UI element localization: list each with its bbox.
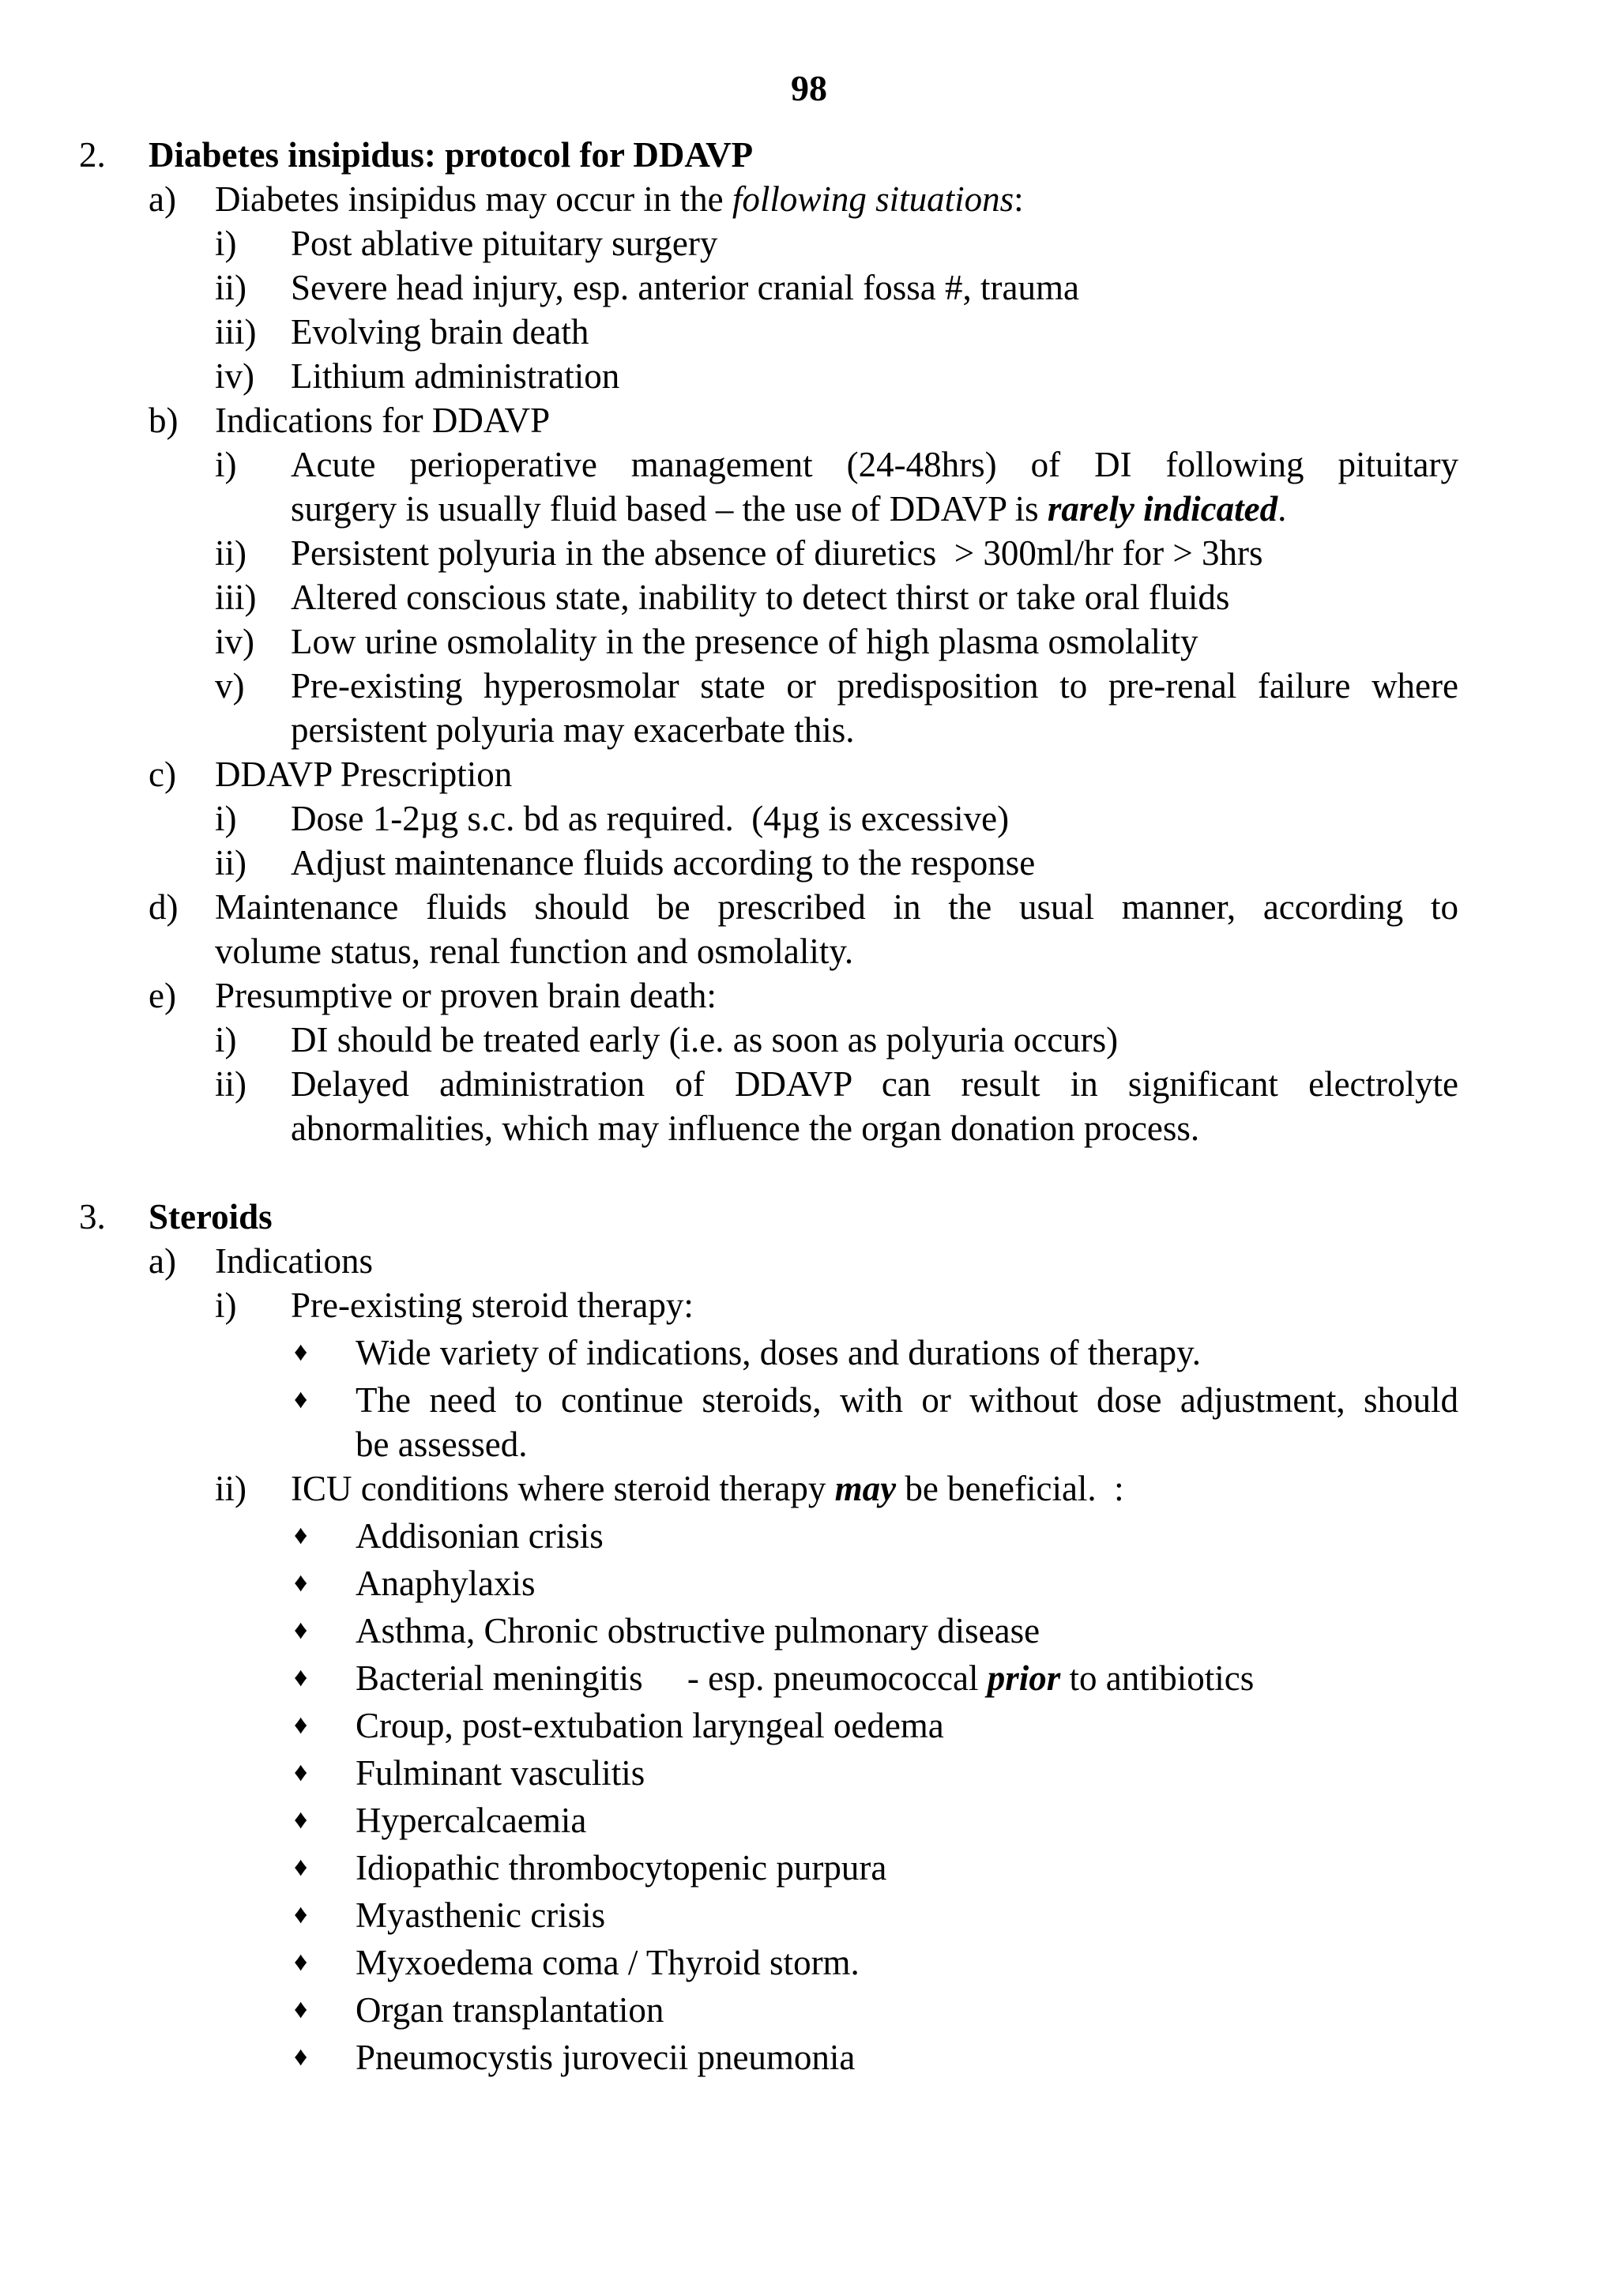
item-label: i) [215,224,237,263]
item-label: iv) [215,356,254,396]
section-number: 2. [79,135,106,175]
item-label: i) [215,445,237,484]
list-item-continuation [0,1106,1618,1150]
item-label: iv) [215,622,254,661]
bullet-item [0,1988,1618,2032]
bullet-item [0,1798,1618,1842]
item-label: a) [149,1241,176,1281]
diamond-bullet-icon: ♦ [294,1338,308,1367]
item-text: Dose 1-2µg s.c. bd as required. (4µg is excessive) [291,799,1010,838]
item-label: v) [215,666,245,706]
bullet-text: Myxoedema coma / Thyroid storm. [356,1943,860,1982]
item-label: e) [149,976,176,1015]
page-number: 98 [791,68,827,108]
section-title: Steroids [149,1197,273,1236]
item-label: b) [149,401,179,440]
list-item [0,221,1618,265]
bullet-text: be assessed. [356,1425,528,1464]
item-text: Acute perioperative management (24-48hrs) of DI following pituitary [291,445,1458,484]
bullet-text: Hypercalcaemia [356,1801,587,1840]
item-2c [0,752,1618,796]
list-item-continuation [0,708,1618,752]
list-item [0,354,1618,398]
bullet-text: Myasthenic crisis [356,1895,606,1935]
item-text: Maintenance fluids should be prescribed in the usual manner, according to [215,887,1458,927]
list-item [0,575,1618,619]
item-label: ii) [215,843,246,883]
bullet-text: Addisonian crisis [356,1516,604,1556]
item-text: Evolving brain death [291,312,589,352]
bullet-text: Fulminant vasculitis [356,1753,645,1793]
item-label: c) [149,755,176,794]
diamond-bullet-icon: ♦ [294,1853,308,1882]
diamond-bullet-icon: ♦ [294,1805,308,1835]
list-item [0,531,1618,575]
section-title: Diabetes insipidus: protocol for DDAVP [149,135,754,175]
diamond-bullet-icon: ♦ [294,1568,308,1598]
diamond-bullet-icon: ♦ [294,1663,308,1692]
list-item [0,796,1618,841]
bullet-item [0,1703,1618,1748]
list-item [0,265,1618,310]
item-2b [0,398,1618,442]
diamond-bullet-icon: ♦ [294,1616,308,1645]
list-item [0,664,1618,708]
section-3-heading [0,1195,1618,1239]
item-text: surgery is usually fluid based – the use of DDAVP is rarely indicated. [291,489,1287,529]
item-2a [0,177,1618,221]
bullet-text: Asthma, Chronic obstructive pulmonary disease [356,1611,1040,1650]
item-text: DDAVP Prescription [215,755,513,794]
list-item [0,1283,1618,1327]
item-text: volume status, renal function and osmolality. [215,932,854,971]
item-text: abnormalities, which may influence the organ donation process. [291,1108,1200,1148]
item-text: persistent polyuria may exacerbate this. [291,710,855,750]
bullet-item [0,2035,1618,2080]
item-label: ii) [215,268,246,307]
item-label: i) [215,1285,237,1325]
item-label: ii) [215,1064,246,1104]
item-text: Pre-existing hyperosmolar state or predisposition to pre-renal failure where [291,666,1458,706]
list-item [0,1018,1618,1062]
bullet-item [0,1331,1618,1375]
diamond-bullet-icon: ♦ [294,1385,308,1414]
item-text: Adjust maintenance fluids according to the response [291,843,1036,883]
diamond-bullet-icon: ♦ [294,1521,308,1550]
diamond-bullet-icon: ♦ [294,1995,308,2024]
bullet-item [0,1378,1618,1422]
item-text: DI should be treated early (i.e. as soon as polyuria occurs) [291,1020,1119,1060]
item-label: i) [215,799,237,838]
item-label: iii) [215,312,257,352]
item-text: Persistent polyuria in the absence of diuretics > 300ml/hr for > 3hrs [291,533,1263,573]
list-item [0,310,1618,354]
list-item [0,619,1618,664]
item-text: Post ablative pituitary surgery [291,224,718,263]
bullet-item [0,1940,1618,1985]
bullet-item [0,1561,1618,1605]
item-continuation [0,929,1618,973]
item-text: Severe head injury, esp. anterior cranial fossa #, trauma [291,268,1079,307]
bullet-item [0,1656,1618,1700]
diamond-bullet-icon: ♦ [294,1711,308,1740]
bullet-item [0,1751,1618,1795]
item-label: i) [215,1020,237,1060]
bullet-item [0,1893,1618,1937]
bullet-text: Wide variety of indications, doses and durations of therapy. [356,1333,1201,1372]
item-label: a) [149,179,176,219]
section-2-heading [0,133,1618,177]
item-text: Altered conscious state, inability to detect thirst or take oral fluids [291,578,1230,617]
bullet-text: Croup, post-extubation laryngeal oedema [356,1706,944,1745]
item-label: ii) [215,1469,246,1508]
diamond-bullet-icon: ♦ [294,1900,308,1929]
item-text: ICU conditions where steroid therapy may be beneficial. : [291,1469,1124,1508]
bullet-text: Organ transplantation [356,1990,664,2030]
bullet-text: The need to continue steroids, with or without dose adjustment, should [356,1380,1458,1420]
list-item [0,442,1618,487]
bullet-text: Idiopathic thrombocytopenic purpura [356,1848,887,1888]
bullet-item [0,1609,1618,1653]
diamond-bullet-icon: ♦ [294,1948,308,1977]
item-2e [0,973,1618,1018]
item-text: Lithium administration [291,356,620,396]
item-text: Delayed administration of DDAVP can result in significant electrolyte [291,1064,1458,1104]
diamond-bullet-icon: ♦ [294,1758,308,1787]
list-item [0,1062,1618,1106]
item-2d [0,885,1618,929]
bullet-item [0,1514,1618,1558]
item-label: ii) [215,533,246,573]
item-3a [0,1239,1618,1283]
list-item [0,1466,1618,1511]
item-text: Indications [215,1241,373,1281]
bullet-item [0,1846,1618,1890]
item-text: Pre-existing steroid therapy: [291,1285,694,1325]
diamond-bullet-icon: ♦ [294,2042,308,2072]
list-item-continuation [0,487,1618,531]
bullet-text: Pneumocystis jurovecii pneumonia [356,2038,856,2077]
item-label: d) [149,887,179,927]
item-text: Indications for DDAVP [215,401,551,440]
item-text: Presumptive or proven brain death: [215,976,717,1015]
bullet-text: Anaphylaxis [356,1564,536,1603]
bullet-continuation [0,1422,1618,1466]
item-text: Diabetes insipidus may occur in the following situations: [215,179,1024,219]
item-label: iii) [215,578,257,617]
item-text: Low urine osmolality in the presence of high plasma osmolality [291,622,1198,661]
section-number: 3. [79,1197,106,1236]
list-item [0,841,1618,885]
bullet-text: Bacterial meningitis - esp. pneumococcal prior to antibiotics [356,1658,1255,1698]
